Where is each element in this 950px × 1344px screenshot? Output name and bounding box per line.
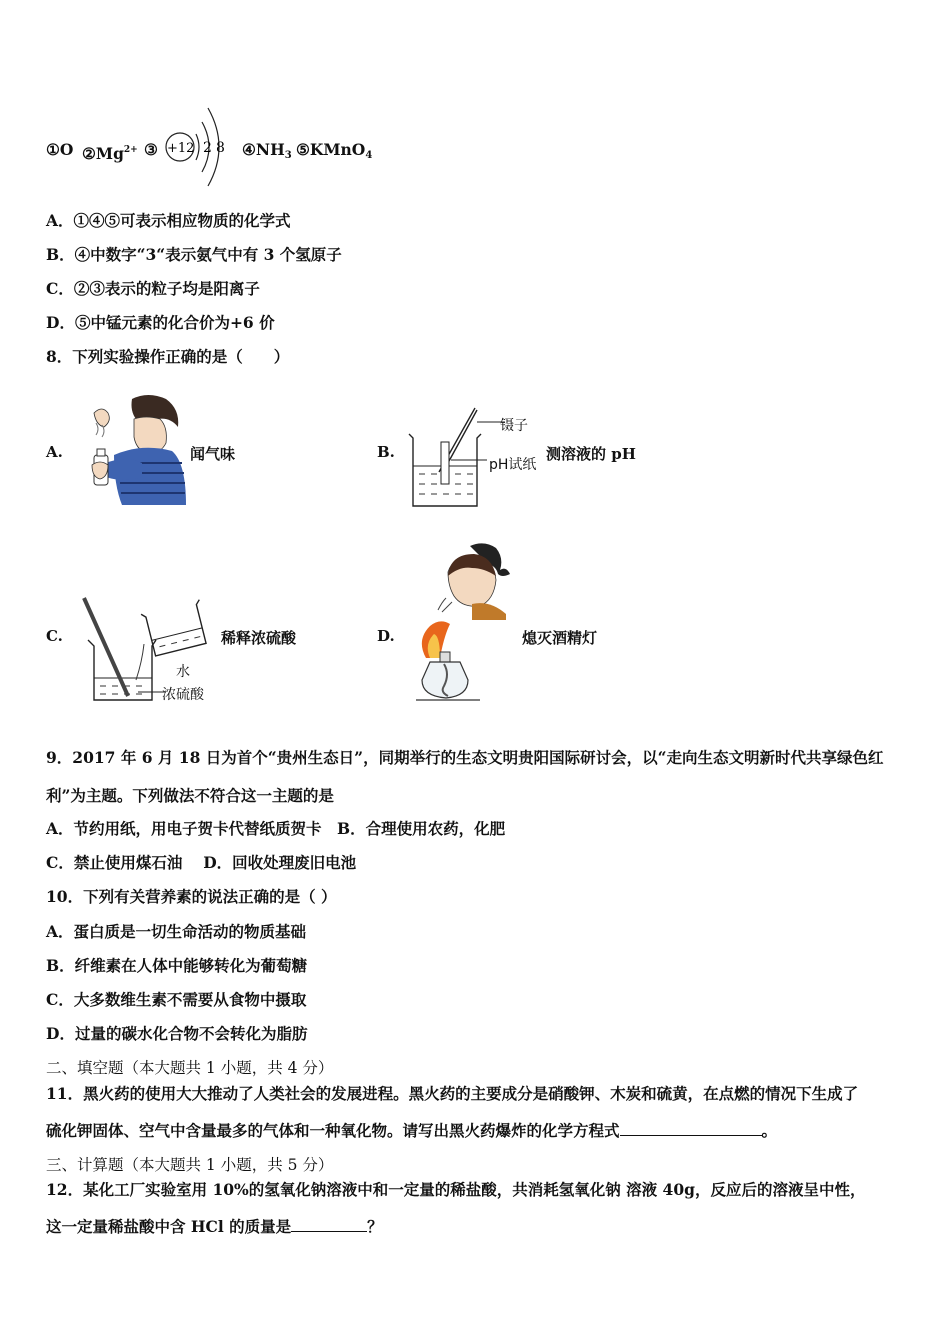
- q7-option-c: C．②③表示的粒子均是阳离子: [46, 279, 260, 298]
- q8-stem: 8．下列实验操作正确的是（ ）: [46, 347, 290, 366]
- q8-option-b-letter: B.: [377, 443, 395, 461]
- q9-stem-line1: 9．2017 年 6 月 18 日为首个“贵州生态日”，同期举行的生态文明贵阳国际研讨会，以“走向生态文明新时代共享绿色红: [46, 748, 884, 767]
- q10-option-c: C．大多数维生素不需要从食物中摄取: [46, 990, 307, 1009]
- q10-option-a: A．蛋白质是一切生命活动的物质基础: [46, 922, 307, 941]
- q9-options-line1: A．节约用纸，用电子贺卡代替纸质贺卡 B．合理使用农药，化肥: [46, 819, 506, 838]
- q7-option-a: A．①④⑤可表示相应物质的化学式: [46, 211, 291, 230]
- symbol-2: $②Mg^{2+}$: [82, 144, 138, 163]
- label-water: 水: [176, 664, 190, 680]
- q8-option-b-caption: 测溶液的 pH: [546, 445, 636, 463]
- q11-line2: 硫化钾固体、空气中含量最多的气体和一种氧化物。请写出黑火药爆炸的化学方程式 。: [46, 1121, 778, 1140]
- q10-option-b: B．纤维素在人体中能够转化为葡萄糖: [46, 956, 308, 975]
- beaker-ph-paper-illustration: [405, 402, 485, 510]
- q8-option-d-letter: D.: [377, 627, 395, 645]
- q8-option-a-caption: 闻气味: [190, 445, 236, 463]
- section-2-title: 二、填空题（本大题共 1 小题，共 4 分）: [46, 1059, 334, 1077]
- q12-line1: 12．某化工厂实验室用 10%的氢氧化钠溶液中和一定量的稀盐酸，共消耗氢氧化钠 溶液 40g，反应后的溶液呈中性，: [46, 1180, 866, 1199]
- symbol-1: ①O: [46, 140, 74, 159]
- q12-line2: 这一定量稀盐酸中含 HCl 的质量是 ？: [46, 1217, 383, 1236]
- shell-1-electrons: 2: [203, 140, 212, 156]
- q7-option-b: B．④中数字“3“表示氨气中有 3 个氢原子: [46, 245, 342, 264]
- boy-smelling-illustration: [86, 393, 188, 505]
- symbol-4: $④NH_3$: [242, 140, 292, 161]
- magnesium-ion-structure-diagram: [160, 100, 240, 190]
- label-concentrated-acid: 浓硫酸: [162, 687, 204, 703]
- section-3-title: 三、计算题（本大题共 1 小题，共 5 分）: [46, 1156, 334, 1174]
- q11-line1: 11．黑火药的使用大大推动了人类社会的发展进程。黑火药的主要成分是硝酸钾、木炭和硫黄，在点燃的情况下生成了: [46, 1084, 859, 1103]
- q11-answer-blank[interactable]: [620, 1121, 762, 1136]
- label-ph-paper: pH试纸: [489, 457, 537, 473]
- nucleus-charge: +12: [167, 141, 195, 156]
- q7-option-d: D．⑤中锰元素的化合价为+6 价: [46, 313, 275, 332]
- q8-option-c-letter: C.: [46, 627, 63, 645]
- symbol-3-number: ③: [144, 140, 158, 159]
- blowing-out-alcohol-lamp-illustration: [410, 540, 510, 705]
- q10-option-d: D．过量的碳水化合物不会转化为脂肪: [46, 1024, 308, 1043]
- shell-2-electrons: 8: [216, 140, 225, 156]
- q10-stem: 10．下列有关营养素的说法正确的是（ ）: [46, 887, 337, 906]
- q12-answer-blank[interactable]: [291, 1217, 367, 1232]
- q8-option-d-caption: 熄灭酒精灯: [522, 629, 598, 647]
- symbol-5: ⑤KMnO$_4$: [296, 140, 373, 161]
- q8-option-a-letter: A.: [46, 443, 63, 461]
- q9-stem-line2: 利”为主题。下列做法不符合这一主题的是: [46, 786, 334, 805]
- q8-option-c-caption: 稀释浓硫酸: [221, 629, 297, 647]
- q9-options-line2: C．禁止使用煤石油 D．回收处理废旧电池: [46, 853, 357, 872]
- label-tweezers: 镊子: [500, 418, 528, 434]
